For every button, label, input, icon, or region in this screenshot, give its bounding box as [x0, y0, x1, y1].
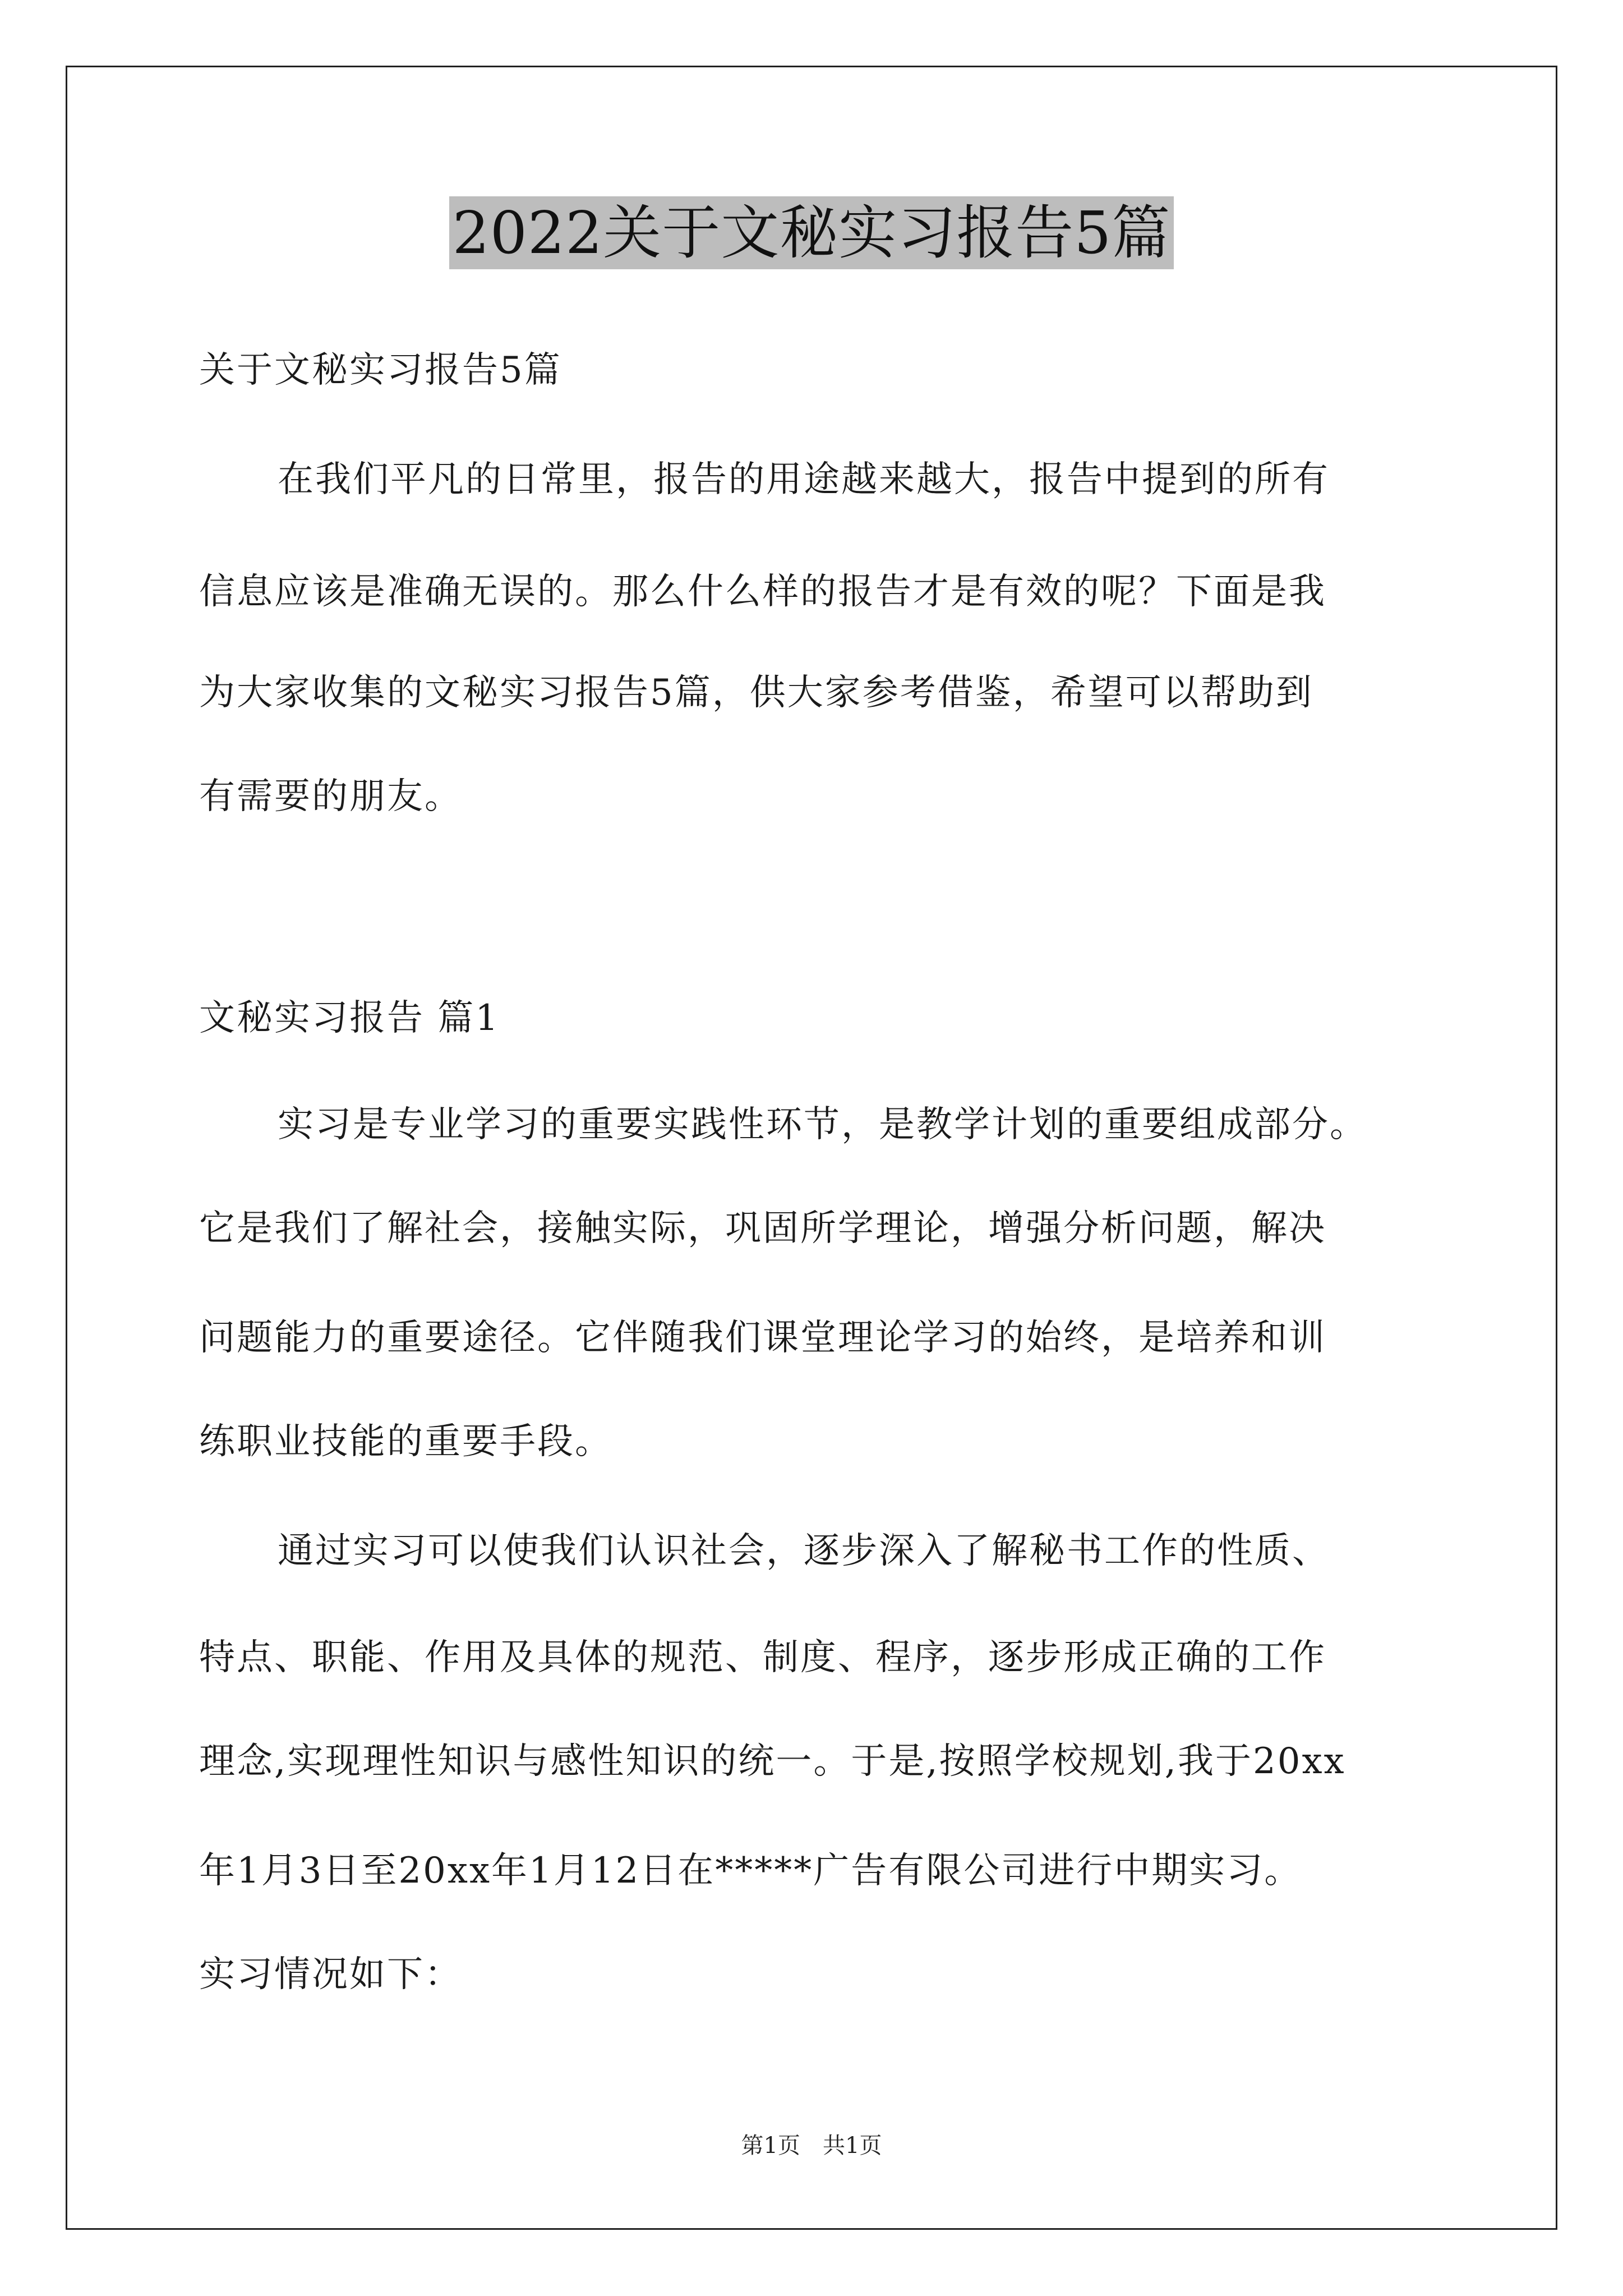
section-heading: 文秘实习报告 篇1	[199, 997, 500, 1039]
intro-line: 在我们平凡的日常里，报告的用途越来越大，报告中提到的所有	[278, 459, 1330, 500]
intro-line: 为大家收集的文秘实习报告5篇，供大家参考借鉴，希望可以帮助到	[199, 672, 1313, 714]
paragraph-line: 练职业技能的重要手段。	[199, 1421, 612, 1462]
document-title: 2022关于文秘实习报告5篇	[449, 196, 1174, 269]
paragraph-line: 年1月3日至20xx年1月12日在*****广告有限公司进行中期实习。	[199, 1850, 1302, 1892]
intro-line: 有需要的朋友。	[199, 776, 462, 817]
title-container	[0, 196, 1623, 269]
intro-line: 信息应该是准确无误的。那么什么样的报告才是有效的呢？下面是我	[199, 571, 1326, 613]
page-footer: 第1页 共1页	[741, 2133, 882, 2159]
paragraph-line: 它是我们了解社会，接触实际，巩固所学理论，增强分析问题，解决	[199, 1208, 1326, 1249]
paragraph-line: 实习情况如下：	[199, 1954, 462, 1995]
paragraph-line: 问题能力的重要途径。它伴随我们课堂理论学习的始终，是培养和训	[199, 1317, 1326, 1359]
paragraph-line: 理念,实现理性知识与感性知识的统一。于是,按照学校规划,我于20xx	[199, 1741, 1346, 1782]
paragraph-line: 特点、职能、作用及具体的规范、制度、程序，逐步形成正确的工作	[199, 1637, 1326, 1678]
paragraph-line: 通过实习可以使我们认识社会，逐步深入了解秘书工作的性质、	[278, 1530, 1330, 1572]
document-subtitle: 关于文秘实习报告5篇	[199, 349, 562, 391]
paragraph-line: 实习是专业学习的重要实践性环节，是教学计划的重要组成部分。	[278, 1104, 1367, 1145]
